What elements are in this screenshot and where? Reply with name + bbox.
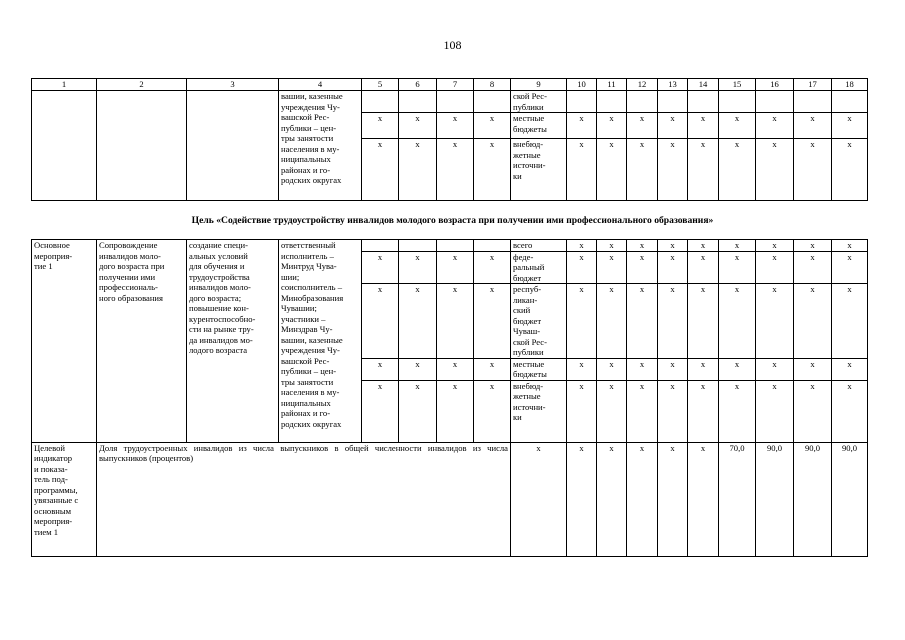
x-mark: х — [756, 284, 794, 359]
x-mark: х — [756, 240, 794, 252]
indicator-value: х — [597, 442, 627, 556]
column-number: 13 — [658, 79, 688, 91]
cell-line: всего — [513, 240, 533, 250]
cell-line: ного образования — [99, 292, 163, 303]
x-mark: х — [399, 251, 437, 284]
x-mark: х — [719, 251, 756, 284]
cell-line: ки — [513, 412, 522, 422]
column-number: 6 — [399, 79, 437, 91]
funding-source — [511, 251, 567, 284]
x-mark: х — [597, 139, 627, 201]
cell-line: населения в му- — [281, 387, 340, 397]
x-mark: х — [756, 113, 794, 139]
cell-line: районах и го- — [281, 408, 331, 418]
cell-line: ский — [513, 305, 531, 315]
x-mark: х — [362, 380, 399, 442]
x-mark: х — [688, 251, 719, 284]
x-mark: х — [719, 358, 756, 380]
x-mark: х — [627, 284, 658, 359]
x-mark: х — [688, 380, 719, 442]
cell-line: родских округах — [281, 418, 342, 429]
cell-line: шии; — [281, 271, 300, 282]
cell-line: Чуваш- — [513, 326, 541, 336]
cell-line: мероприя- — [34, 250, 73, 261]
indicator-value: 70,0 — [719, 442, 756, 556]
cell-line: тры занятости — [281, 133, 334, 143]
column-number: 15 — [719, 79, 756, 91]
cell-line: Целевой — [34, 442, 66, 453]
cell-line: трудоустройства — [189, 271, 250, 282]
funding-source — [511, 380, 567, 442]
funding-source — [511, 358, 567, 380]
cell-line: тры занятости — [281, 376, 334, 387]
cell-line: внебюд- — [513, 380, 544, 391]
x-mark: х — [832, 251, 868, 284]
x-mark: х — [832, 139, 868, 201]
indicator-value: 90,0 — [832, 442, 868, 556]
x-mark: х — [362, 251, 399, 284]
cell-line: исполнитель – — [281, 250, 334, 261]
x-mark: х — [474, 139, 511, 201]
cell-line: родских округах — [281, 175, 342, 185]
x-mark: х — [756, 380, 794, 442]
cell-line: публики — [513, 347, 544, 357]
indicator-label-cell — [32, 442, 97, 556]
cell-line: ответственный — [281, 240, 336, 250]
cell-line: основным — [34, 505, 72, 516]
cell-line: и показа- — [34, 463, 68, 474]
indicator-value: х — [688, 442, 719, 556]
funding-source — [511, 284, 567, 359]
x-mark: х — [567, 284, 597, 359]
activity-name-cell — [32, 240, 97, 443]
cell-line: учреждения Чу- — [281, 345, 340, 355]
x-mark: х — [794, 380, 832, 442]
x-mark: х — [597, 380, 627, 442]
cell-line: публики – цен- — [281, 122, 337, 133]
x-mark: х — [719, 284, 756, 359]
x-mark: х — [627, 139, 658, 201]
cell-line: Минтруд Чува- — [281, 261, 337, 271]
x-mark: х — [597, 240, 627, 252]
x-mark: х — [832, 240, 868, 252]
column-number: 3 — [187, 79, 279, 91]
x-mark: х — [567, 251, 597, 284]
empty-cell — [187, 91, 279, 201]
cell-line: источни- — [513, 160, 546, 170]
funding-source — [511, 91, 567, 113]
x-mark: х — [597, 113, 627, 139]
participants-cell — [279, 91, 362, 201]
cell-line: ликан- — [513, 294, 538, 305]
cell-line: Минздрав Чу- — [281, 324, 333, 334]
x-mark: х — [437, 284, 474, 359]
x-mark: х — [688, 113, 719, 139]
cell-line: ской Рес- — [513, 91, 547, 101]
x-mark: х — [437, 139, 474, 201]
x-mark: х — [719, 380, 756, 442]
column-number: 9 — [511, 79, 567, 91]
cell-line: бюджеты — [513, 123, 547, 134]
empty-cell — [97, 91, 187, 201]
x-mark: х — [567, 380, 597, 442]
cell-line: профессиональ- — [99, 282, 158, 292]
cell-line: учреждения Чу- — [281, 101, 340, 112]
indicator-text-cell: Доля трудоустроенных инвалидов из числа выпускников в общей численности инвалидов из числа выпускников (процентов) — [97, 442, 511, 556]
cell-line: Чувашии; — [281, 303, 317, 313]
indicator-value: 90,0 — [756, 442, 794, 556]
cell-line: внебюд- — [513, 139, 544, 149]
x-mark: х — [794, 284, 832, 359]
indicator-value: х — [511, 442, 567, 556]
cell-line: увязанные с — [34, 495, 79, 505]
x-mark: х — [832, 113, 868, 139]
x-mark: х — [658, 139, 688, 201]
x-mark: х — [399, 113, 437, 139]
x-mark: х — [474, 251, 511, 284]
table-row — [32, 91, 868, 113]
column-number: 1 — [32, 79, 97, 91]
activity-table — [31, 239, 868, 557]
column-number: 8 — [474, 79, 511, 91]
cell-line: индикатор — [34, 453, 73, 463]
activity-description-cell — [97, 240, 187, 443]
funding-source — [511, 139, 567, 201]
indicator-value: х — [627, 442, 658, 556]
cell-line: вашии, казенные — [281, 334, 343, 345]
x-mark: х — [474, 284, 511, 359]
column-number: 2 — [97, 79, 187, 91]
x-mark: х — [794, 240, 832, 252]
cell-line: источни- — [513, 401, 546, 412]
cell-line: инвалидов моло- — [99, 250, 161, 261]
x-mark: х — [567, 358, 597, 380]
responsible-executors-cell — [279, 240, 362, 443]
cell-line: Сопровождение — [99, 240, 158, 250]
x-mark: х — [597, 358, 627, 380]
column-number: 16 — [756, 79, 794, 91]
x-mark: х — [658, 240, 688, 252]
cell-line: участники – — [281, 313, 326, 324]
x-mark: х — [474, 113, 511, 139]
x-mark: х — [362, 358, 399, 380]
funding-source — [511, 113, 567, 139]
x-mark: х — [567, 139, 597, 201]
x-mark: х — [362, 113, 399, 139]
x-mark: х — [399, 139, 437, 201]
cell-line: тием 1 — [34, 526, 59, 537]
cell-line: феде- — [513, 251, 534, 262]
x-mark: х — [437, 113, 474, 139]
cell-line: ральный — [513, 262, 545, 272]
column-number: 4 — [279, 79, 362, 91]
column-number: 17 — [794, 79, 832, 91]
table-row — [32, 240, 868, 252]
cell-line: дого возраста при — [99, 261, 165, 271]
x-mark: х — [362, 139, 399, 201]
cell-line: публики — [513, 101, 544, 112]
x-mark: х — [658, 251, 688, 284]
cell-line: сти на рынке тру- — [189, 324, 254, 334]
x-mark: х — [719, 113, 756, 139]
cell-line: альных условий — [189, 250, 248, 261]
cell-line: ниципальных — [281, 397, 331, 408]
x-mark: х — [688, 139, 719, 201]
cell-line: жетные — [513, 149, 541, 160]
x-mark: х — [658, 284, 688, 359]
page-number: 108 — [443, 38, 462, 52]
column-number: 5 — [362, 79, 399, 91]
activity-goals-cell — [187, 240, 279, 443]
indicator-value: х — [567, 442, 597, 556]
x-mark: х — [688, 358, 719, 380]
x-mark: х — [399, 284, 437, 359]
cell-line: ской Рес- — [513, 336, 547, 347]
x-mark: х — [627, 251, 658, 284]
indicator-value: х — [658, 442, 688, 556]
x-mark: х — [399, 358, 437, 380]
x-mark: х — [658, 380, 688, 442]
cell-line: Минобразования — [281, 292, 344, 303]
x-mark: х — [688, 284, 719, 359]
cell-line: лодого возраста — [189, 345, 248, 355]
x-mark: х — [597, 251, 627, 284]
x-mark: х — [756, 358, 794, 380]
continuation-table — [31, 78, 868, 201]
x-mark: х — [794, 358, 832, 380]
cell-line: публики – цен- — [281, 366, 337, 376]
cell-line: вашской Рес- — [281, 355, 330, 366]
cell-line: повышение кон- — [189, 303, 249, 313]
cell-line: вашской Рес- — [281, 112, 330, 122]
cell-line: тие 1 — [34, 261, 53, 271]
cell-line: соисполнитель – — [281, 282, 343, 292]
cell-line: ки — [513, 170, 522, 181]
cell-line: для обучения и — [189, 261, 245, 271]
cell-line: местные — [513, 113, 545, 123]
x-mark: х — [567, 113, 597, 139]
goal-title: Цель «Содействие трудоустройству инвалидов молодого возраста при получении ими профессионального образования» — [191, 215, 714, 226]
x-mark: х — [719, 240, 756, 252]
cell-line: мероприя- — [34, 516, 73, 526]
x-mark: х — [474, 380, 511, 442]
cell-line: получении ими — [99, 271, 156, 282]
cell-line: жетные — [513, 391, 541, 401]
cell-line: тель под- — [34, 474, 68, 484]
indicator-row — [32, 442, 868, 556]
column-number-row — [32, 79, 868, 91]
x-mark: х — [794, 113, 832, 139]
column-number: 18 — [832, 79, 868, 91]
x-mark: х — [597, 284, 627, 359]
empty-cell — [32, 91, 97, 201]
cell-line: Основное — [34, 240, 70, 250]
x-mark: х — [794, 251, 832, 284]
x-mark: х — [627, 113, 658, 139]
x-mark: х — [756, 139, 794, 201]
cell-line: дого возраста; — [189, 292, 242, 303]
column-number: 14 — [688, 79, 719, 91]
cell-line: вашии, казенные — [281, 91, 343, 101]
x-mark: х — [658, 113, 688, 139]
cell-line: курентоспособно- — [189, 313, 256, 324]
x-mark: х — [437, 358, 474, 380]
x-mark: х — [437, 380, 474, 442]
indicator-value: 90,0 — [794, 442, 832, 556]
column-number: 10 — [567, 79, 597, 91]
cell-line: местные — [513, 358, 545, 369]
x-mark: х — [399, 380, 437, 442]
column-number: 12 — [627, 79, 658, 91]
x-mark: х — [658, 358, 688, 380]
cell-line: программы, — [34, 484, 78, 495]
cell-line: бюджеты — [513, 369, 547, 379]
x-mark: х — [627, 380, 658, 442]
cell-line: населения в му- — [281, 143, 340, 154]
cell-line: бюджет — [513, 272, 542, 283]
x-mark: х — [832, 284, 868, 359]
cell-line: районах и го- — [281, 164, 331, 175]
funding-source — [511, 240, 567, 252]
x-mark: х — [567, 240, 597, 252]
cell-line: инвалидов моло- — [189, 282, 251, 292]
x-mark: х — [474, 358, 511, 380]
column-number: 11 — [597, 79, 627, 91]
x-mark: х — [627, 240, 658, 252]
x-mark: х — [794, 139, 832, 201]
cell-line: создание специ- — [189, 240, 248, 250]
x-mark: х — [437, 251, 474, 284]
column-number: 7 — [437, 79, 474, 91]
cell-line: ниципальных — [281, 154, 331, 164]
x-mark: х — [719, 139, 756, 201]
x-mark: х — [832, 358, 868, 380]
cell-line: да инвалидов мо- — [189, 334, 253, 345]
x-mark: х — [832, 380, 868, 442]
x-mark: х — [627, 358, 658, 380]
x-mark: х — [756, 251, 794, 284]
cell-line: респуб- — [513, 284, 542, 294]
cell-line: бюджет — [513, 315, 542, 326]
x-mark: х — [362, 284, 399, 359]
x-mark: х — [688, 240, 719, 252]
